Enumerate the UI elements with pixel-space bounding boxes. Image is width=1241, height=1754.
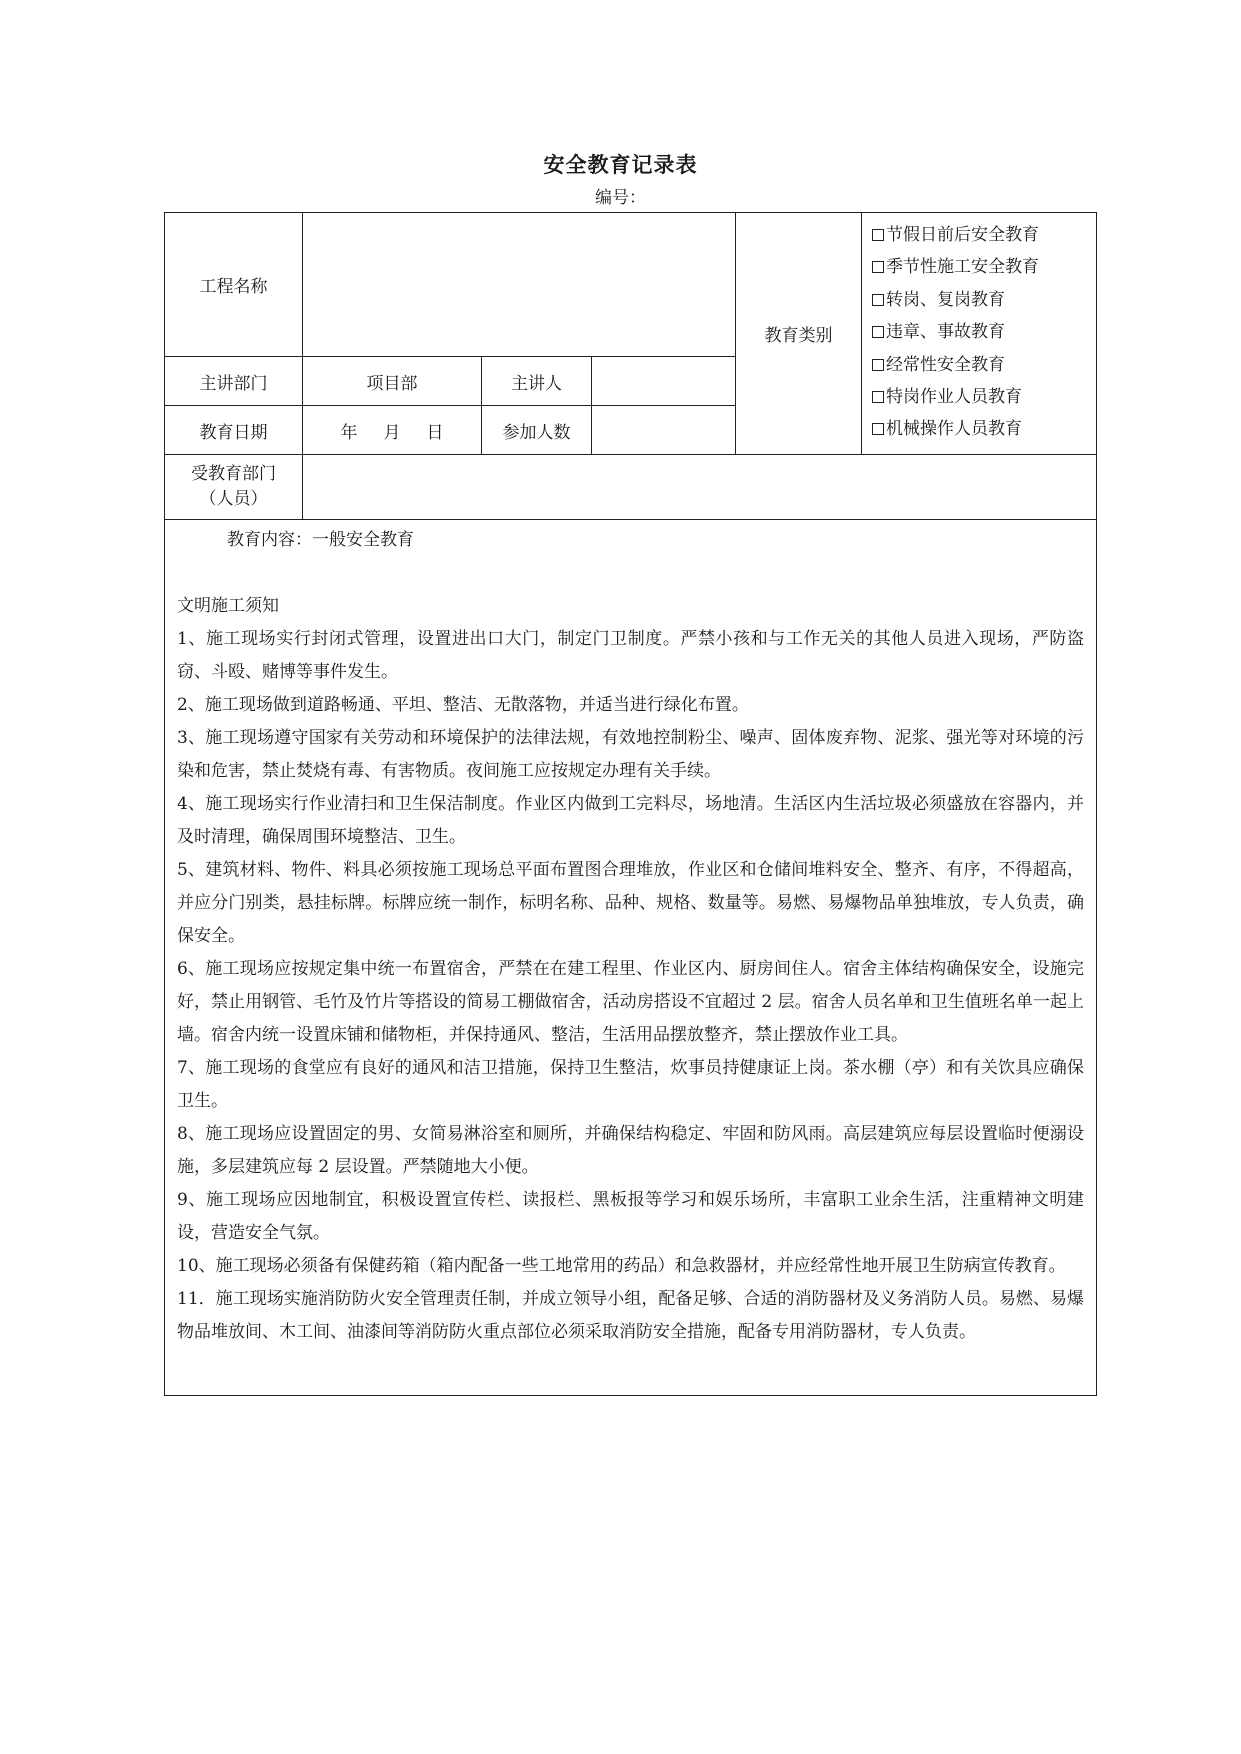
checkbox-icon[interactable]	[872, 359, 884, 371]
content-item: 2、施工现场做到道路畅通、平坦、整洁、无散落物，并适当进行绿化布置。	[177, 695, 749, 715]
lecturer-field[interactable]	[592, 357, 736, 406]
education-type-option[interactable]: 节假日前后安全教育	[872, 219, 1096, 251]
trainee-dept-field[interactable]	[303, 455, 1097, 520]
education-type-option[interactable]: 违章、事故教育	[872, 316, 1096, 348]
education-type-options	[862, 213, 1097, 455]
content-item: 4、施工现场实行作业清扫和卫生保洁制度。作业区内做到工完料尽，场地清。生活区内生活垃圾必须盛放在容器内，并及时清理，确保周围环境整洁、卫生。	[177, 794, 1085, 847]
content-item: 9、施工现场应因地制宜，积极设置宣传栏、读报栏、黑板报等学习和娱乐场所，丰富职工业余生活，注重精神文明建设，营造安全气氛。	[177, 1190, 1085, 1243]
content-item: 11．施工现场实施消防防火安全管理责任制，并成立领导小组，配备足够、合适的消防器材及义务消防人员。易燃、易爆物品堆放间、木工间、油漆间等消防防火重点部位必须采取消防安全措施，配备专用消防器材，专人负责。	[177, 1289, 1085, 1342]
education-date-field[interactable]	[303, 406, 482, 455]
checkbox-icon[interactable]	[872, 391, 884, 403]
attendees-field[interactable]	[592, 406, 736, 455]
education-content-heading: 教育内容：一般安全教育	[227, 530, 414, 550]
lecturer-label: 主讲人	[482, 357, 592, 406]
education-type-option[interactable]: 机械操作人员教育	[872, 413, 1096, 445]
checkbox-icon[interactable]	[872, 261, 884, 273]
education-type-option[interactable]: 转岗、复岗教育	[872, 284, 1096, 316]
checkbox-icon[interactable]	[872, 229, 884, 241]
education-content-cell	[165, 520, 1097, 1396]
education-date-label: 教育日期	[165, 406, 303, 455]
checkbox-icon[interactable]	[872, 326, 884, 338]
education-type-option[interactable]: 季节性施工安全教育	[872, 251, 1096, 283]
content-item: 1、施工现场实行封闭式管理，设置进出口大门，制定门卫制度。严禁小孩和与工作无关的其他人员进入现场，严防盗窃、斗殴、赌博等事件发生。	[177, 629, 1085, 682]
project-name-label: 工程名称	[165, 213, 303, 357]
content-item: 5、建筑材料、物件、料具必须按施工现场总平面布置图合理堆放，作业区和仓储间堆料安全、整齐、有序，不得超高，并应分门别类，悬挂标牌。标牌应统一制作，标明名称、品种、规格、数量等。易燃、易爆物品单独堆放，专人负责，确保安全。	[177, 860, 1085, 946]
education-type-option[interactable]: 特岗作业人员教育	[872, 381, 1096, 413]
date-day: 日	[426, 422, 444, 443]
attendees-label: 参加人数	[482, 406, 592, 455]
trainee-dept-label: 受教育部门 （人员）	[165, 455, 303, 520]
page-title: 安全教育记录表	[543, 152, 698, 177]
education-type-option[interactable]: 经常性安全教育	[872, 349, 1096, 381]
checkbox-icon[interactable]	[872, 423, 884, 435]
lecture-dept-value[interactable]: 项目部	[303, 357, 482, 406]
content-item: 7、施工现场的食堂应有良好的通风和洁卫措施，保持卫生整洁，炊事员持健康证上岗。茶水棚（亭）和有关饮具应确保卫生。	[177, 1058, 1085, 1111]
content-item: 6、施工现场应按规定集中统一布置宿舍，严禁在在建工程里、作业区内、厨房间住人。宿舍主体结构确保安全，设施完好，禁止用钢管、毛竹及竹片等搭设的简易工棚做宿舍，活动房搭设不宜超过 2 层。宿舍人员名单和卫生值班名单一起上墙。宿舍内统一设置床铺和储物柜，并保持通风、整洁，生活用品摆放整齐，禁止摆放作业工具。	[177, 959, 1085, 1045]
checkbox-icon[interactable]	[872, 294, 884, 306]
project-name-field[interactable]	[303, 213, 736, 357]
content-item: 10、施工现场必须备有保健药箱（箱内配备一些工地常用的药品）和急救器材，并应经常性地开展卫生防病宣传教育。	[177, 1256, 1066, 1276]
lecture-dept-label: 主讲部门	[165, 357, 303, 406]
serial-number-label: 编号：	[595, 188, 646, 208]
content-item: 3、施工现场遵守国家有关劳动和环境保护的法律法规，有效地控制粉尘、噪声、固体废弃物、泥浆、强光等对环境的污染和危害，禁止焚烧有毒、有害物质。夜间施工应按规定办理有关手续。	[177, 728, 1085, 781]
content-item: 8、施工现场应设置固定的男、女简易淋浴室和厕所，并确保结构稳定、牢固和防风雨。高层建筑应每层设置临时便溺设施，多层建筑应每 2 层设置。严禁随地大小便。	[177, 1124, 1085, 1177]
section-title: 文明施工须知	[177, 596, 279, 616]
date-month: 月	[383, 422, 401, 443]
education-record-table	[164, 212, 1097, 1396]
education-type-label: 教育类别	[736, 213, 862, 455]
date-year: 年	[340, 422, 358, 443]
